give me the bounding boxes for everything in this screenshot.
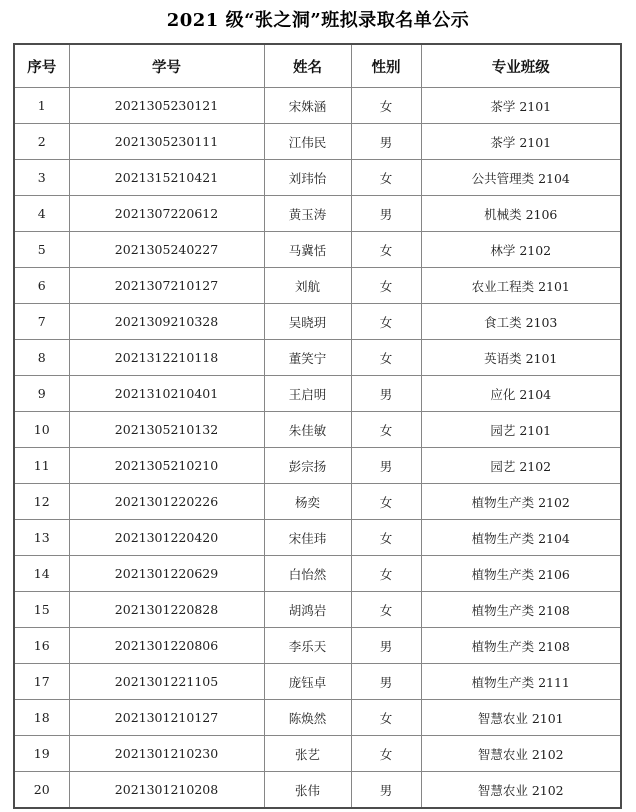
cell-index: 7 [14, 304, 69, 340]
cell-gender: 女 [351, 700, 421, 736]
cell-major-class: 植物生产类 2106 [421, 556, 621, 592]
cell-student-id: 2021301221105 [69, 664, 264, 700]
cell-student-id: 2021301220226 [69, 484, 264, 520]
cell-gender: 女 [351, 412, 421, 448]
cell-index: 19 [14, 736, 69, 772]
cell-name: 白怡然 [264, 556, 351, 592]
cell-gender: 男 [351, 664, 421, 700]
header-gender: 性别 [351, 44, 421, 88]
cell-name: 宋佳玮 [264, 520, 351, 556]
cell-name: 胡鸿岩 [264, 592, 351, 628]
table-row [14, 304, 621, 340]
cell-gender: 女 [351, 88, 421, 124]
cell-major-class: 农业工程类 2101 [421, 268, 621, 304]
cell-student-id: 2021305240227 [69, 232, 264, 268]
table-row [14, 340, 621, 376]
table-row [14, 448, 621, 484]
cell-student-id: 2021307210127 [69, 268, 264, 304]
cell-major-class: 植物生产类 2104 [421, 520, 621, 556]
table-row [14, 268, 621, 304]
cell-name: 杨奕 [264, 484, 351, 520]
table-row [14, 736, 621, 772]
cell-student-id: 2021301210230 [69, 736, 264, 772]
cell-student-id: 2021309210328 [69, 304, 264, 340]
table-row [14, 556, 621, 592]
table-row [14, 124, 621, 160]
table-row [14, 484, 621, 520]
header-student-id: 学号 [69, 44, 264, 88]
cell-major-class: 公共管理类 2104 [421, 160, 621, 196]
cell-major-class: 应化 2104 [421, 376, 621, 412]
page-title: 2021 级“张之洞”班拟录取名单公示 [166, 10, 470, 31]
cell-major-class: 林学 2102 [421, 232, 621, 268]
cell-student-id: 2021301220420 [69, 520, 264, 556]
cell-index: 8 [14, 340, 69, 376]
cell-gender: 女 [351, 268, 421, 304]
cell-name: 刘航 [264, 268, 351, 304]
admission-table [13, 43, 622, 809]
cell-name: 陈焕然 [264, 700, 351, 736]
cell-gender: 女 [351, 232, 421, 268]
cell-gender: 女 [351, 556, 421, 592]
cell-student-id: 2021305230111 [69, 124, 264, 160]
cell-gender: 女 [351, 592, 421, 628]
header-major-class: 专业班级 [421, 44, 621, 88]
cell-student-id: 2021305210210 [69, 448, 264, 484]
table-row [14, 772, 621, 809]
cell-index: 18 [14, 700, 69, 736]
cell-major-class: 园艺 2101 [421, 412, 621, 448]
cell-name: 朱佳敏 [264, 412, 351, 448]
cell-gender: 女 [351, 304, 421, 340]
cell-name: 马冀恬 [264, 232, 351, 268]
cell-index: 10 [14, 412, 69, 448]
cell-student-id: 2021301220629 [69, 556, 264, 592]
cell-gender: 男 [351, 628, 421, 664]
cell-student-id: 2021301220806 [69, 628, 264, 664]
cell-index: 11 [14, 448, 69, 484]
table-row [14, 700, 621, 736]
cell-gender: 女 [351, 484, 421, 520]
cell-major-class: 英语类 2101 [421, 340, 621, 376]
cell-student-id: 2021301220828 [69, 592, 264, 628]
cell-student-id: 2021305230121 [69, 88, 264, 124]
cell-major-class: 园艺 2102 [421, 448, 621, 484]
cell-name: 董笑宁 [264, 340, 351, 376]
cell-name: 刘玮怡 [264, 160, 351, 196]
cell-student-id: 2021305210132 [69, 412, 264, 448]
cell-index: 9 [14, 376, 69, 412]
cell-major-class: 植物生产类 2102 [421, 484, 621, 520]
cell-index: 5 [14, 232, 69, 268]
cell-index: 14 [14, 556, 69, 592]
cell-student-id: 2021307220612 [69, 196, 264, 232]
cell-index: 16 [14, 628, 69, 664]
cell-major-class: 茶学 2101 [421, 88, 621, 124]
cell-gender: 女 [351, 520, 421, 556]
table-header [14, 44, 621, 88]
table-row [14, 664, 621, 700]
cell-name: 张艺 [264, 736, 351, 772]
cell-major-class: 智慧农业 2101 [421, 700, 621, 736]
cell-student-id: 2021301210208 [69, 772, 264, 809]
cell-student-id: 2021315210421 [69, 160, 264, 196]
cell-name: 彭宗扬 [264, 448, 351, 484]
cell-gender: 女 [351, 340, 421, 376]
cell-gender: 男 [351, 376, 421, 412]
cell-student-id: 2021301210127 [69, 700, 264, 736]
cell-name: 黄玉涛 [264, 196, 351, 232]
cell-gender: 男 [351, 772, 421, 809]
table-row [14, 592, 621, 628]
header-row [14, 44, 621, 88]
cell-name: 王启明 [264, 376, 351, 412]
header-name: 姓名 [264, 44, 351, 88]
cell-index: 17 [14, 664, 69, 700]
cell-index: 20 [14, 772, 69, 809]
cell-major-class: 植物生产类 2108 [421, 628, 621, 664]
table-row [14, 160, 621, 196]
cell-index: 4 [14, 196, 69, 232]
cell-name: 江伟民 [264, 124, 351, 160]
cell-major-class: 茶学 2101 [421, 124, 621, 160]
cell-name: 宋姝涵 [264, 88, 351, 124]
table-row [14, 520, 621, 556]
table-row [14, 628, 621, 664]
cell-index: 3 [14, 160, 69, 196]
cell-index: 2 [14, 124, 69, 160]
cell-gender: 女 [351, 160, 421, 196]
cell-major-class: 智慧农业 2102 [421, 772, 621, 809]
table-body [14, 88, 621, 809]
cell-gender: 女 [351, 736, 421, 772]
cell-gender: 男 [351, 124, 421, 160]
cell-major-class: 食工类 2103 [421, 304, 621, 340]
cell-major-class: 植物生产类 2108 [421, 592, 621, 628]
table-row [14, 88, 621, 124]
cell-major-class: 智慧农业 2102 [421, 736, 621, 772]
cell-major-class: 植物生产类 2111 [421, 664, 621, 700]
cell-name: 李乐天 [264, 628, 351, 664]
header-index: 序号 [14, 44, 69, 88]
cell-student-id: 2021310210401 [69, 376, 264, 412]
cell-major-class: 机械类 2106 [421, 196, 621, 232]
cell-index: 15 [14, 592, 69, 628]
cell-gender: 男 [351, 448, 421, 484]
table-row [14, 232, 621, 268]
cell-name: 吴晓玥 [264, 304, 351, 340]
cell-student-id: 2021312210118 [69, 340, 264, 376]
cell-name: 张伟 [264, 772, 351, 809]
cell-name: 庞钰卓 [264, 664, 351, 700]
cell-index: 13 [14, 520, 69, 556]
table-row [14, 412, 621, 448]
table-row [14, 376, 621, 412]
cell-index: 6 [14, 268, 69, 304]
table-row [14, 196, 621, 232]
cell-index: 1 [14, 88, 69, 124]
cell-gender: 男 [351, 196, 421, 232]
cell-index: 12 [14, 484, 69, 520]
